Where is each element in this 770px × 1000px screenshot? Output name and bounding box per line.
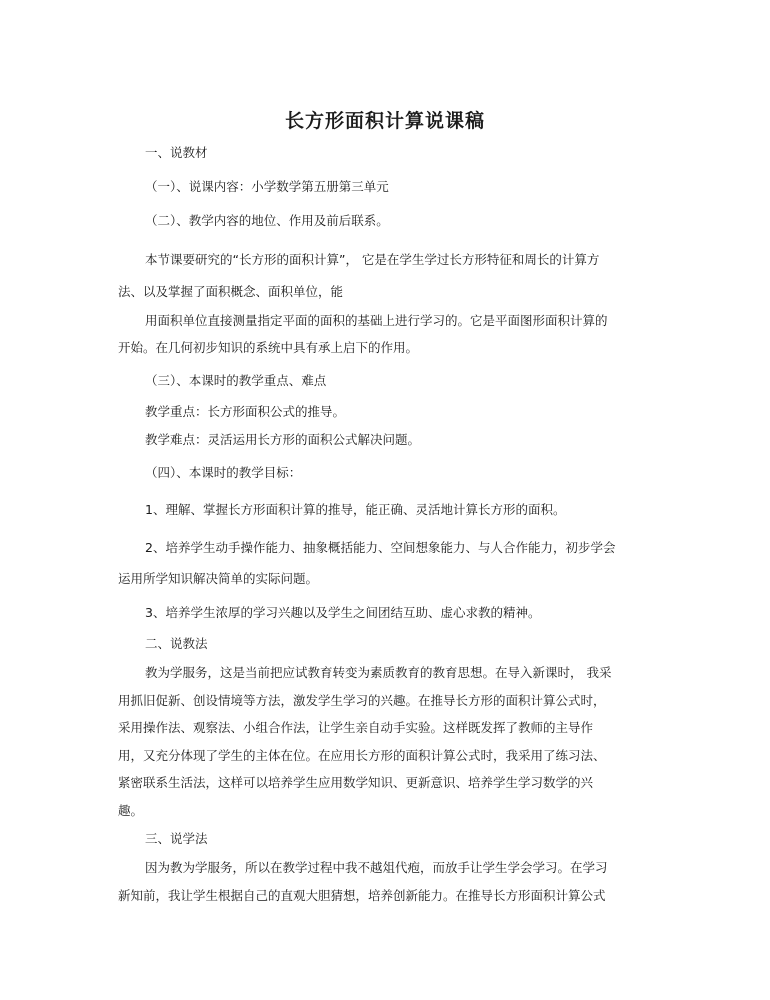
paragraph-line: 采用操作法、观察法、小组合作法，让学生亲自动手实验。这样既发挥了教师的主导作 [118,720,594,735]
subheading-lesson-content: （一）、说课内容：小学数学第五册第三单元 [145,179,389,194]
paragraph-line: 新知前，我让学生根据自己的直观大胆猜想，培养创新能力。在推导长方形面积计算公式 [118,888,606,903]
paragraph-line: 因为教为学服务，所以在教学过程中我不越俎代疱，而放手让学生学会学习。在学习 [145,860,608,875]
difficulty-line: 教学难点：灵活运用长方形的面积公式解决问题。 [145,432,421,447]
paragraph-line: 本节课要研究的“长方形的面积计算”， 它是在学生学过长方形特征和周长的计算方 [145,252,600,267]
document-title: 长方形面积计算说课稿 [284,110,485,132]
section-heading-teaching-method: 二、说教法 [145,636,208,651]
paragraph-line: 用面积单位直接测量指定平面的面积的基础上进行学习的。它是平面图形面积计算的 [145,313,608,328]
subheading-position-role: （二）、教学内容的地位、作用及前后联系。 [145,213,389,228]
paragraph-line: 用，又充分体现了学生的主体在位。在应用长方形的面积计算公式时，我采用了练习法、 [118,748,606,763]
paragraph-line: 用抓旧促新、创设情境等方法，激发学生学习的兴趣。在推导长方形的面积计算公式时， [118,693,606,708]
objective-item-2: 2、培养学生动手操作能力、抽象概括能力、空间想象能力、与人合作能力，初步学会 [145,540,616,555]
section-heading-learning-method: 三、说学法 [145,831,208,846]
subheading-objectives: （四）、本课时的教学目标： [145,465,302,480]
subheading-key-points: （三）、本课时的教学重点、难点 [145,373,327,388]
objective-item-1: 1、理解、掌握长方形面积计算的推导，能正确、灵活地计算长方形的面积。 [145,502,566,517]
paragraph-line: 教为学服务，这是当前把应试教育转变为素质教育的教育思想。在导入新课时， 我采 [145,665,612,680]
paragraph-line: 紧密联系生活法，这样可以培养学生应用数学知识、更新意识、培养学生学习数学的兴 [118,775,594,790]
paragraph-line: 趣。 [118,803,144,818]
section-heading-teaching-material: 一、说教材 [145,145,208,160]
objective-item-3: 3、培养学生浓厚的学习兴趣以及学生之间团结互助、虚心求教的精神。 [145,605,541,620]
key-point-line: 教学重点：长方形面积公式的推导。 [145,404,346,419]
paragraph-line: 开始。在几何初步知识的系统中具有承上启下的作用。 [118,340,419,355]
objective-item-2-continued: 运用所学知识解决简单的实际问题。 [118,571,319,586]
paragraph-line: 法、以及掌握了面积概念、面积单位，能 [118,284,344,299]
